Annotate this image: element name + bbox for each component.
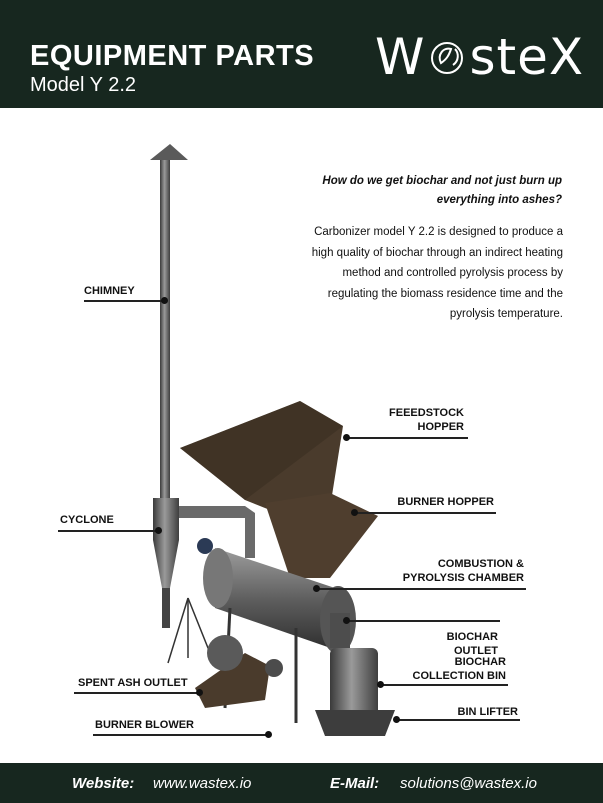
- label-burner-hopper: BURNER HOPPER: [397, 496, 494, 508]
- intro-question: How do we get biochar and not just burn up everything into ashes?: [322, 175, 562, 206]
- logo-text-right: steX: [469, 28, 585, 86]
- website-label: Website:: [72, 775, 135, 792]
- page-title: EQUIPMENT PARTS: [30, 40, 315, 72]
- footer-band: [0, 763, 603, 803]
- bin-lifter-shape: [315, 710, 395, 736]
- brand-logo: [375, 28, 584, 86]
- label-bin-lifter: BIN LIFTER: [457, 706, 518, 718]
- cyclone-cone: [153, 540, 179, 588]
- burner-blower-shape: [265, 659, 283, 677]
- machine-illustration: [0, 108, 603, 763]
- email-label: E-Mail:: [330, 775, 380, 792]
- label-collection-bin: BIOCHAR COLLECTION BIN: [412, 656, 506, 682]
- website-link[interactable]: www.wastex.io: [153, 775, 252, 792]
- email-link[interactable]: solutions@wastex.io: [400, 775, 537, 792]
- leaf-recycle-icon: [427, 37, 467, 77]
- label-biochar-outlet: BIOCHAR OUTLET: [446, 631, 498, 657]
- intro-body: Carbonizer model Y 2.2 is designed to produce a high quality of biochar through an indirect heating method and controlled pyrolysis process by regulating the biomass residence time and the pyrolysis temperature.: [311, 226, 563, 320]
- header-band: [0, 0, 603, 108]
- label-spent-ash-outlet: SPENT ASH OUTLET: [78, 677, 188, 689]
- label-burner-blower: BURNER BLOWER: [95, 719, 194, 731]
- label-feedstock-hopper: FEEEDSTOCK HOPPER: [389, 407, 464, 433]
- chimney-pipe: [160, 160, 170, 500]
- label-combustion-chamber: COMBUSTION & PYROLYSIS CHAMBER: [402, 558, 524, 584]
- chimney-cap: [150, 144, 188, 160]
- logo-text-left: W: [375, 28, 426, 86]
- model-subtitle: Model Y 2.2: [30, 74, 137, 96]
- cyclone-pipe: [162, 588, 170, 628]
- label-chimney: CHIMNEY: [84, 285, 135, 297]
- label-cyclone: CYCLONE: [60, 514, 114, 526]
- burner-hopper-shape: [265, 493, 378, 578]
